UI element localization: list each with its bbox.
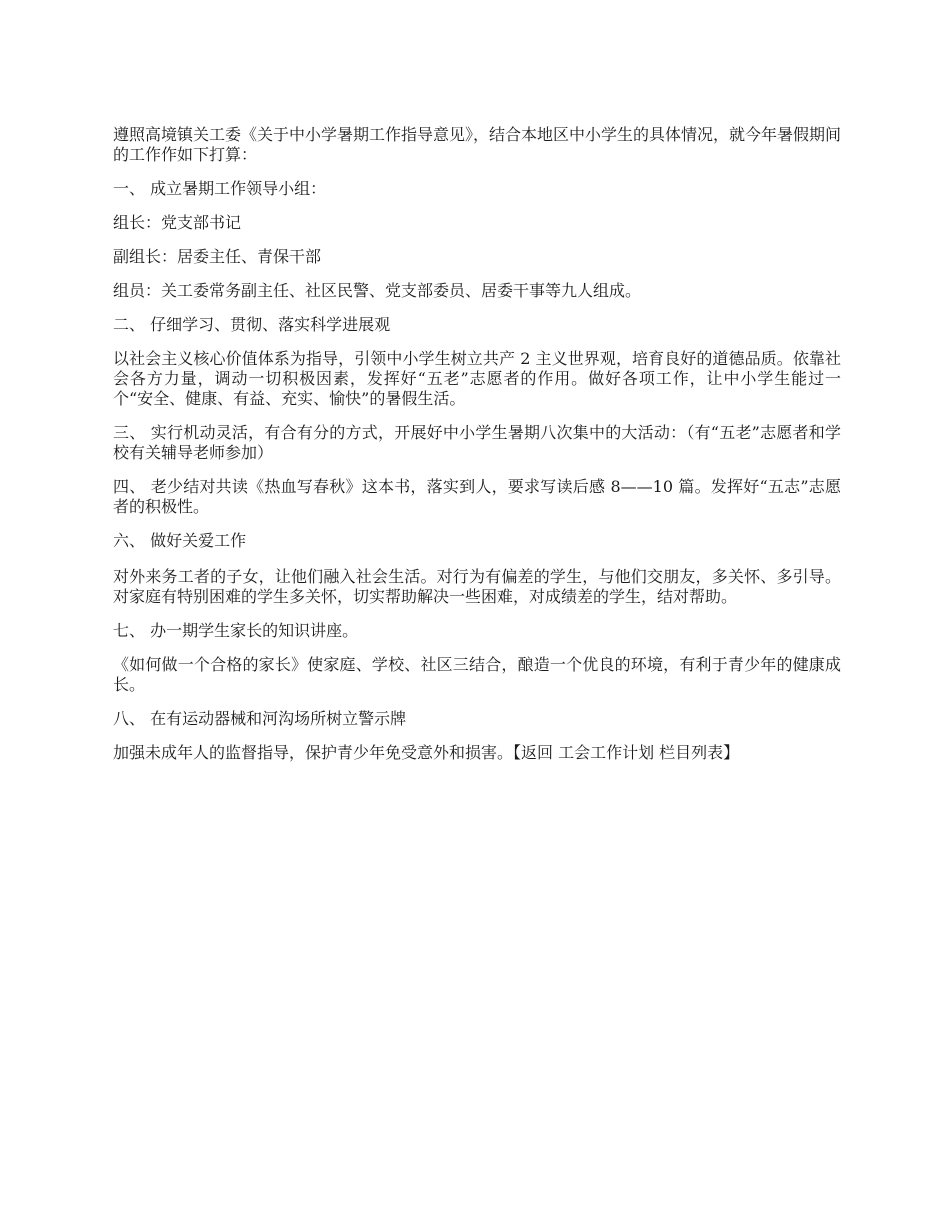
- section-6-paragraph: 对外来务工者的子女，让他们融入社会生活。对行为有偏差的学生，与他们交朋友，多关怀、多引导。对家庭有特别困难的学生多关怀，切实帮助解决一些困难，对成绩差的学生，结对帮助。: [113, 567, 841, 606]
- section-7-paragraph: 《如何做一个合格的家长》使家庭、学校、社区三结合，酿造一个优良的环境，有利于青少年的健康成长。: [113, 655, 841, 694]
- section-heading-2: 二、 仔细学习、贯彻、落实科学进展观: [113, 315, 391, 334]
- section-4-paragraph: 四、 老少结对共读《热血写春秋》这本书，落实到人，要求写读后感 8——10 篇。发挥好“五志”志愿者的积极性。: [113, 477, 841, 516]
- section-3-paragraph: 三、 实行机动灵活，有合有分的方式，开展好中小学生暑期八次集中的大活动：（有“五老”志愿者和学校有关辅导老师参加）: [113, 423, 841, 462]
- section-heading-7: 七、 办一期学生家长的知识讲座。: [113, 621, 359, 640]
- intro-paragraph: 遵照高境镇关工委《关于中小学暑期工作指导意见》，结合本地区中小学生的具体情况，就今年暑假期间的工作作如下打算：: [113, 125, 842, 164]
- section-heading-8: 八、 在有运动器械和河沟场所树立警示牌: [113, 709, 407, 728]
- deputy-leader-line: 副组长：居委主任、青保干部: [113, 247, 322, 266]
- members-line: 组员：关工委常务副主任、社区民警、党支部委员、居委干事等九人组成。: [113, 281, 642, 300]
- document-body: [113, 125, 841, 777]
- leader-line: 组长：党支部书记: [113, 213, 242, 232]
- section-8-paragraph: 加强未成年人的监督指导，保护青少年免受意外和损害。【返回 工会工作计划 栏目列表】: [113, 743, 740, 762]
- section-2-paragraph: 以社会主义核心价值体系为指导，引领中小学生树立共产 2 主义世界观，培育良好的道德品质。依靠社会各方力量，调动一切积极因素，发挥好“五老”志愿者的作用。做好各项工作，让中小学生能过一个“安全、健康、有益、充实、愉快”的暑假生活。: [113, 349, 841, 408]
- section-heading-1: 一、 成立暑期工作领导小组：: [113, 179, 327, 198]
- section-heading-6: 六、 做好关爱工作: [113, 531, 247, 550]
